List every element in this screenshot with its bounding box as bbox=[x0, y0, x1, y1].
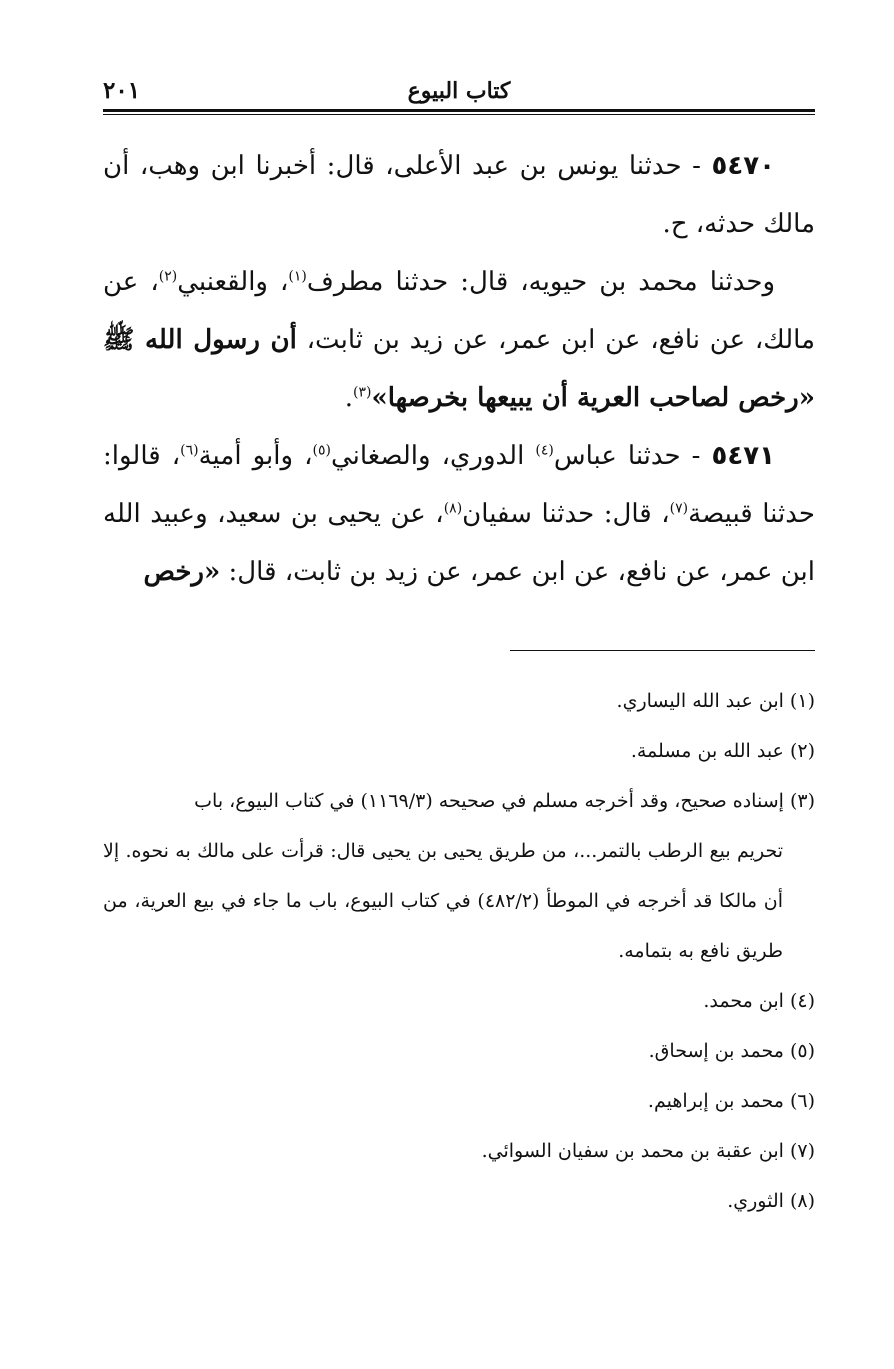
footnote-ref: (١) bbox=[288, 268, 307, 285]
footnote-4: (٤) ابن محمد. bbox=[703, 990, 815, 1012]
hadith-text: ، عن يحيى بن سعيد، وعبيد الله ابن عمر، عن نافع، عن ابن عمر، عن زيد بن ثابت، قال: bbox=[103, 499, 815, 587]
hadith-text: وحدثنا محمد بن حيويه، قال: حدثنا مطرف bbox=[306, 267, 776, 297]
hadith-matn-bold: أن رسول الله ﷺ «رخص لصاحب العرية أن يبيعها بخرصها» bbox=[103, 325, 815, 413]
footnote-2: (٢) عبد الله بن مسلمة. bbox=[630, 740, 815, 762]
hadith-5471 bbox=[103, 427, 815, 601]
footnote-separator bbox=[510, 650, 815, 651]
hadith-5470 bbox=[103, 137, 815, 253]
footnote-3-continued: تحريم بيع الرطب بالتمر...، من طريق يحيى بن يحيى قال: قرأت على مالك به نحوه. إلا أن مالكا قد أخرجه في الموطأ (٤٨٢/٢) في كتاب البيوع، باب ما جاء في بيع العرية، من طريق نافع به بتمامه. bbox=[103, 840, 783, 962]
hadith-text: ، قالوا: حدثنا قبيصة bbox=[103, 441, 815, 529]
hadith-number: ٥٤٧١ bbox=[711, 441, 776, 471]
footnote-7: (٧) ابن عقبة بن محمد بن سفيان السوائي. bbox=[481, 1140, 815, 1162]
footnote-ref: (٤) bbox=[535, 442, 554, 459]
hadith-text: ، وأبو أمية bbox=[198, 441, 313, 471]
hadith-matn-bold: «رخص bbox=[143, 557, 221, 587]
main-text-body bbox=[103, 137, 815, 601]
hadith-text: ، عن مالك، عن نافع، عن ابن عمر، عن زيد بن ثابت، bbox=[103, 267, 815, 355]
chapter-title: كتاب البيوع bbox=[407, 78, 511, 104]
footnote-3: (٣) إسناده صحيح، وقد أخرجه مسلم في صحيحه (١١٦٩/٣) في كتاب البيوع، باب bbox=[194, 790, 815, 812]
hadith-text: ، قال: حدثنا سفيان bbox=[462, 499, 670, 529]
header-rule-thick bbox=[103, 109, 815, 112]
footnote-ref: (٥) bbox=[312, 442, 331, 459]
footnote-ref: (٣) bbox=[353, 384, 372, 401]
hadith-text: - حدثنا عباس bbox=[553, 441, 712, 471]
footnote-ref: (٧) bbox=[669, 500, 689, 517]
footnote-ref: (٢) bbox=[158, 268, 178, 285]
hadith-text: ، والقعنبي bbox=[177, 267, 289, 297]
hadith-text: . bbox=[344, 383, 354, 413]
footnote-ref: (٦) bbox=[180, 442, 199, 459]
running-header bbox=[103, 74, 815, 110]
footnote-8: (٨) الثوري. bbox=[727, 1190, 815, 1212]
footnote-6: (٦) محمد بن إبراهيم. bbox=[647, 1090, 815, 1112]
hadith-text: - حدثنا يونس بن عبد الأعلى، قال: أخبرنا ابن وهب، أن مالك حدثه، ح. bbox=[103, 151, 815, 239]
footnote-5: (٥) محمد بن إسحاق. bbox=[648, 1040, 815, 1062]
footnote-1: (١) ابن عبد الله اليساري. bbox=[616, 690, 815, 712]
footnote-ref: (٨) bbox=[443, 500, 463, 517]
hadith-number: ٥٤٧٠ bbox=[711, 151, 775, 181]
header-rule-thin bbox=[103, 114, 815, 115]
footnotes-section bbox=[103, 676, 815, 1226]
hadith-5470-second-chain bbox=[103, 253, 815, 427]
page-number: ٢٠١ bbox=[103, 77, 141, 104]
hadith-text: الدوري، والصغاني bbox=[330, 441, 536, 471]
